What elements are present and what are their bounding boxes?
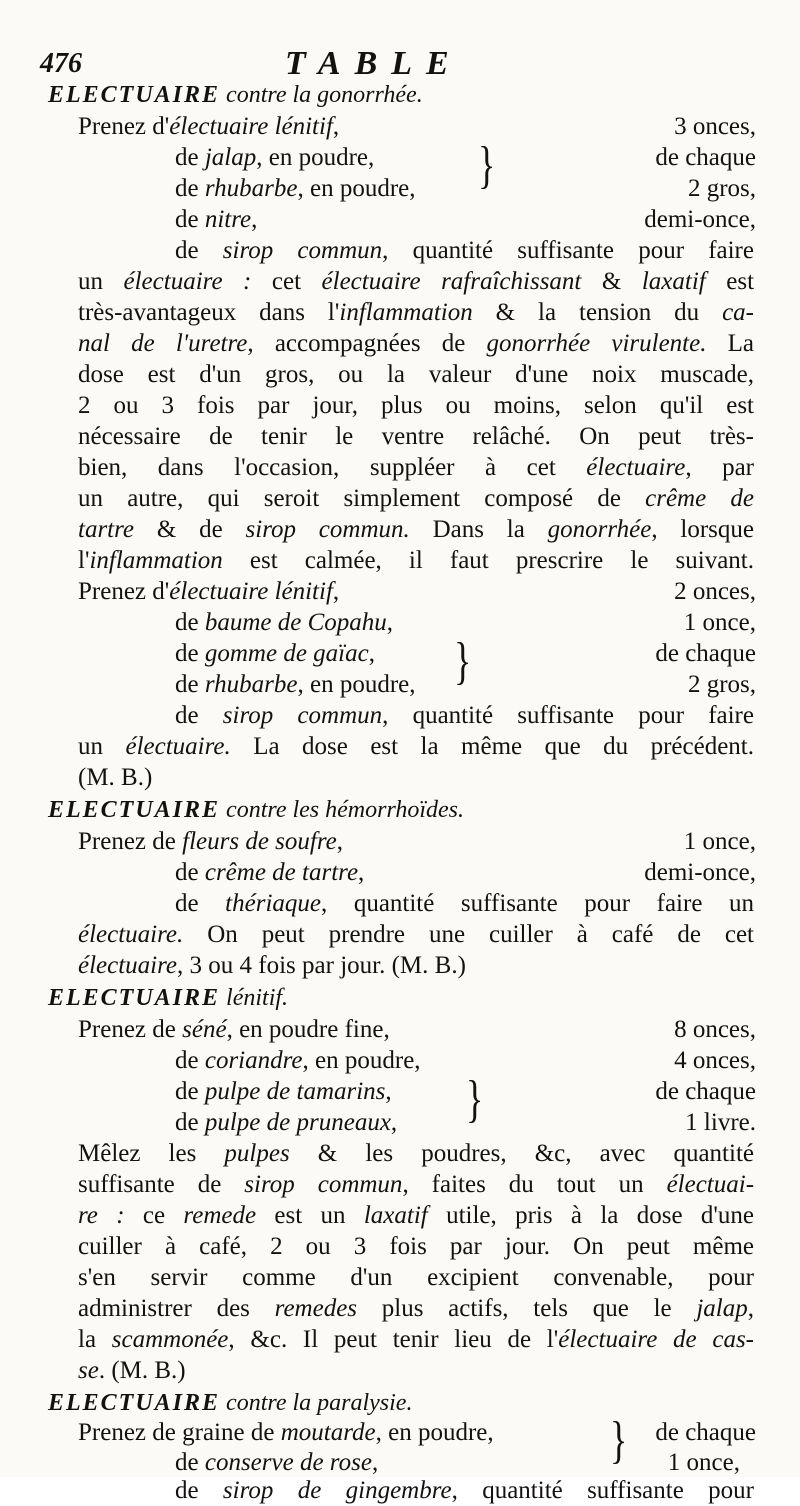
body-text-line: nal de l'uretre, accompagnées de gonorrhée virulente. La (78, 330, 754, 357)
recipe-line: de gomme de gaïac, (175, 640, 375, 667)
recipe-line: de baume de Copahu, (175, 609, 394, 636)
body-text-line: suffisante de sirop commun, faites du tout un électuai- (78, 1171, 755, 1198)
body-text-line: tartre & de sirop commun. Dans la gonorrhée, lorsque (78, 516, 754, 543)
body-text-line: re : ce remede est un laxatif utile, pris à la dose d'une (78, 1202, 754, 1229)
recipe-line: Prenez d'électuaire lénitif, (78, 578, 340, 605)
recipe-line: de pulpe de tamarins, (175, 1078, 392, 1105)
section-heading-paralysie: ELECTUAIRE contre la paralysie. (48, 1390, 413, 1416)
recipe-quantity: de chaque (655, 640, 756, 667)
recipe-quantity: demi-once, (644, 206, 756, 233)
body-text-line: cuiller à café, 2 ou 3 fois par jour. On peut même (78, 1233, 754, 1260)
body-text-line: électuaire, 3 ou 4 fois par jour. (M. B.) (78, 952, 466, 979)
recipe-quantity: 3 onces, (674, 113, 756, 140)
recipe-quantity: de chaque (655, 144, 756, 171)
brace-mark: } (454, 631, 472, 690)
author-signature: (M. B.) (78, 764, 153, 791)
recipe-line: de jalap, en poudre, (175, 144, 375, 171)
recipe-quantity: 2 gros, (687, 671, 756, 698)
recipe-quantity: 8 onces, (674, 1016, 756, 1043)
body-text-line: se. (M. B.) (78, 1357, 186, 1384)
brace-mark: } (478, 135, 496, 194)
recipe-line: de crême de tartre, (175, 859, 365, 886)
body-text-line: s'en servir comme d'un excipient convenable, pour (78, 1264, 754, 1291)
body-text-line: un autre, qui seroit simplement composé de crême de (78, 485, 754, 512)
recipe-line: de thériaque, quantité suffisante pour faire un (175, 890, 754, 917)
section-heading-lenitif: ELECTUAIRE lénitif. (48, 985, 289, 1011)
recipe-quantity: 1 livre. (685, 1109, 756, 1136)
body-text-line: électuaire. On peut prendre une cuiller à café de cet (78, 921, 754, 948)
recipe-quantity: 1 once, (667, 1449, 740, 1476)
recipe-quantity: de chaque (655, 1419, 756, 1446)
recipe-quantity: 1 once, (683, 828, 756, 855)
recipe-line: de rhubarbe, en poudre, (175, 175, 416, 202)
recipe-quantity: 2 onces, (674, 578, 756, 605)
recipe-line: de rhubarbe, en poudre, (175, 671, 416, 698)
recipe-line: Prenez d'électuaire lénitif, (78, 113, 340, 140)
section-heading-gonorrhee: ELECTUAIRE contre la gonorrhée. (48, 82, 423, 108)
body-text-line: 2 ou 3 fois par jour, plus ou moins, selon qu'il est (78, 392, 754, 419)
recipe-line: de coriandre, en poudre, (175, 1047, 421, 1074)
body-text-line: nécessaire de tenir le ventre relâché. On peut très- (78, 423, 754, 450)
recipe-line: Prenez de graine de moutarde, en poudre, (78, 1419, 494, 1446)
recipe-quantity: demi-once, (644, 859, 756, 886)
brace-mark: } (466, 1069, 484, 1128)
recipe-line: de sirop de gingembre, quantité suffisante pour (175, 1477, 754, 1504)
body-text-line: bien, dans l'occasion, suppléer à cet électuaire, par (78, 454, 754, 481)
running-title: TABLE (285, 45, 463, 82)
brace-mark: } (610, 1410, 628, 1469)
section-heading-hemorrhoides: ELECTUAIRE contre les hémorrhoïdes. (48, 797, 465, 823)
body-text-line: administrer des remedes plus actifs, tels que le jalap, (78, 1295, 754, 1322)
page-number: 476 (40, 48, 82, 79)
recipe-line: de nitre, (175, 206, 258, 233)
body-text-line: un électuaire. La dose est la même que du précédent. (78, 733, 755, 760)
recipe-line: de sirop commun, quantité suffisante pour faire (175, 702, 754, 729)
body-text-line: l'inflammation est calmée, il faut prescrire le suivant. (78, 547, 754, 574)
body-text-line: dose est d'un gros, ou la valeur d'une noix muscade, (78, 361, 754, 388)
recipe-line: de conserve de rose, (175, 1449, 379, 1476)
recipe-line: de pulpe de pruneaux, (175, 1109, 398, 1136)
body-text-line: Mêlez les pulpes & les poudres, &c, avec quantité (78, 1140, 754, 1167)
recipe-quantity: 4 onces, (674, 1047, 756, 1074)
body-text-line: très-avantageux dans l'inflammation & la tension du ca- (78, 299, 754, 326)
body-text-line: un électuaire : cet électuaire rafraîchissant & laxatif est (78, 268, 755, 295)
recipe-line: de sirop commun, quantité suffisante pour faire (175, 237, 754, 264)
recipe-quantity: de chaque (655, 1078, 756, 1105)
recipe-line: Prenez de séné, en poudre fine, (78, 1016, 390, 1043)
recipe-quantity: 1 once, (683, 609, 756, 636)
body-text-line: la scammonée, &c. Il peut tenir lieu de l'électuaire de cas- (78, 1326, 755, 1353)
recipe-quantity: 2 gros, (687, 175, 756, 202)
recipe-line: Prenez de fleurs de soufre, (78, 828, 344, 855)
